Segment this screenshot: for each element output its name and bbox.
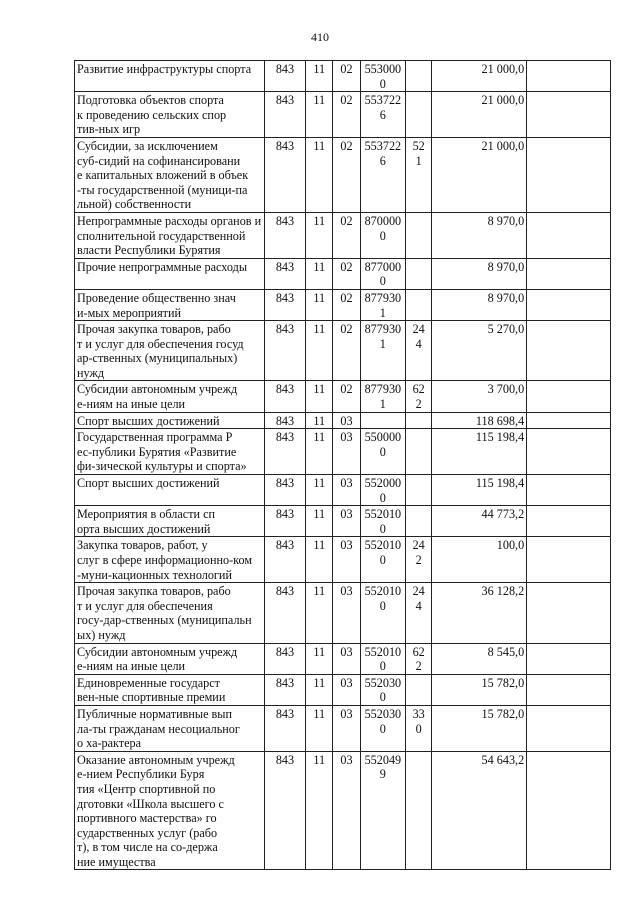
row-empty-cell <box>527 506 611 537</box>
row-name: Субсидии автономным учрежд е-ниям на иные цели <box>75 643 265 674</box>
row-vr <box>406 289 432 320</box>
row-vr <box>406 674 432 705</box>
row-pr: 03 <box>333 674 360 705</box>
row-sum: 36 128,2 <box>432 583 527 643</box>
row-empty-cell <box>527 137 611 212</box>
row-rz: 11 <box>306 475 333 506</box>
row-csr: 877930 1 <box>360 381 405 412</box>
row-rz: 11 <box>306 212 333 258</box>
row-pr: 03 <box>333 412 360 429</box>
row-rz: 11 <box>306 583 333 643</box>
row-ved: 843 <box>264 381 305 412</box>
row-empty-cell <box>527 751 611 870</box>
table-row <box>75 258 611 289</box>
budget-table <box>74 60 611 870</box>
row-rz: 11 <box>306 381 333 412</box>
row-name: Спорт высших достижений <box>75 475 265 506</box>
table-row <box>75 381 611 412</box>
row-csr: 552030 0 <box>360 674 405 705</box>
row-sum: 21 000,0 <box>432 137 527 212</box>
row-sum: 54 643,2 <box>432 751 527 870</box>
row-empty-cell <box>527 321 611 381</box>
row-rz: 11 <box>306 137 333 212</box>
row-sum: 8 970,0 <box>432 258 527 289</box>
row-sum: 8 970,0 <box>432 212 527 258</box>
table-row <box>75 429 611 475</box>
row-rz: 11 <box>306 258 333 289</box>
table-row <box>75 475 611 506</box>
row-ved: 843 <box>264 537 305 583</box>
row-pr: 02 <box>333 137 360 212</box>
row-name: Подготовка объектов спорта к проведению сельских спор тив-ных игр <box>75 92 265 138</box>
row-ved: 843 <box>264 412 305 429</box>
table-row <box>75 212 611 258</box>
row-empty-cell <box>527 258 611 289</box>
table-row <box>75 705 611 751</box>
row-vr <box>406 212 432 258</box>
row-name: Государственная программа Р ес-публики Бурятия «Развитие фи-зической культуры и спорта» <box>75 429 265 475</box>
row-ved: 843 <box>264 429 305 475</box>
row-ved: 843 <box>264 506 305 537</box>
row-name: Мероприятия в области сп орта высших достижений <box>75 506 265 537</box>
row-name: Развитие инфраструктуры спорта <box>75 61 265 92</box>
row-empty-cell <box>527 289 611 320</box>
row-pr: 02 <box>333 61 360 92</box>
table-row <box>75 537 611 583</box>
row-vr: 24 4 <box>406 321 432 381</box>
row-ved: 843 <box>264 61 305 92</box>
row-sum: 3 700,0 <box>432 381 527 412</box>
row-empty-cell <box>527 705 611 751</box>
row-empty-cell <box>527 212 611 258</box>
row-vr: 33 0 <box>406 705 432 751</box>
row-rz: 11 <box>306 537 333 583</box>
row-rz: 11 <box>306 92 333 138</box>
row-sum: 44 773,2 <box>432 506 527 537</box>
row-sum: 15 782,0 <box>432 705 527 751</box>
row-pr: 03 <box>333 506 360 537</box>
row-empty-cell <box>527 643 611 674</box>
table-row <box>75 751 611 870</box>
row-sum: 8 970,0 <box>432 289 527 320</box>
row-rz: 11 <box>306 289 333 320</box>
row-name: Субсидии, за исключением суб-сидий на софинансировани е капитальных вложений в объек -ты государственной (муници-па льной) собственности <box>75 137 265 212</box>
row-name: Оказание автономным учрежд е-нием Республики Буря тия «Центр спортивной по дготовки «Школа высшего с портивного мастерства» го сударственных услуг (рабо т), в том числе на со-держа ние имущества <box>75 751 265 870</box>
row-empty-cell <box>527 537 611 583</box>
row-empty-cell <box>527 475 611 506</box>
row-sum: 115 198,4 <box>432 475 527 506</box>
row-name: Спорт высших достижений <box>75 412 265 429</box>
row-ved: 843 <box>264 751 305 870</box>
row-csr: 552030 0 <box>360 705 405 751</box>
row-vr <box>406 475 432 506</box>
row-vr: 24 4 <box>406 583 432 643</box>
row-sum: 118 698,4 <box>432 412 527 429</box>
row-ved: 843 <box>264 705 305 751</box>
row-vr: 52 1 <box>406 137 432 212</box>
row-empty-cell <box>527 674 611 705</box>
row-name: Прочая закупка товаров, рабо т и услуг для обеспечения госуд ар-ственных (муниципальных) нужд <box>75 321 265 381</box>
row-rz: 11 <box>306 751 333 870</box>
row-pr: 02 <box>333 289 360 320</box>
row-rz: 11 <box>306 674 333 705</box>
table-row <box>75 137 611 212</box>
row-csr: 553722 6 <box>360 92 405 138</box>
row-pr: 03 <box>333 429 360 475</box>
row-csr: 553000 0 <box>360 61 405 92</box>
row-pr: 02 <box>333 321 360 381</box>
row-vr <box>406 61 432 92</box>
row-vr: 62 2 <box>406 643 432 674</box>
row-rz: 11 <box>306 643 333 674</box>
row-ved: 843 <box>264 643 305 674</box>
row-name: Публичные нормативные вып ла-ты гражданам несоциальног о ха-рактера <box>75 705 265 751</box>
table-row <box>75 674 611 705</box>
row-rz: 11 <box>306 429 333 475</box>
row-rz: 11 <box>306 412 333 429</box>
row-empty-cell <box>527 381 611 412</box>
row-ved: 843 <box>264 583 305 643</box>
row-name: Субсидии автономным учрежд е-ниям на иные цели <box>75 381 265 412</box>
row-rz: 11 <box>306 506 333 537</box>
row-vr <box>406 92 432 138</box>
row-ved: 843 <box>264 321 305 381</box>
row-ved: 843 <box>264 475 305 506</box>
row-empty-cell <box>527 92 611 138</box>
row-pr: 02 <box>333 381 360 412</box>
row-name: Прочая закупка товаров, рабо т и услуг для обеспечения госу-дар-ственных (муниципальн ых) нужд <box>75 583 265 643</box>
row-csr: 552010 0 <box>360 537 405 583</box>
row-empty-cell <box>527 412 611 429</box>
row-csr: 877930 1 <box>360 289 405 320</box>
row-sum: 115 198,4 <box>432 429 527 475</box>
row-sum: 100,0 <box>432 537 527 583</box>
row-pr: 03 <box>333 751 360 870</box>
row-sum: 21 000,0 <box>432 61 527 92</box>
row-pr: 03 <box>333 583 360 643</box>
row-sum: 5 270,0 <box>432 321 527 381</box>
row-vr <box>406 506 432 537</box>
row-csr: 552010 0 <box>360 506 405 537</box>
row-name: Прочие непрограммные расходы <box>75 258 265 289</box>
row-csr <box>360 412 405 429</box>
table-row <box>75 289 611 320</box>
row-csr: 552010 0 <box>360 643 405 674</box>
row-ved: 843 <box>264 137 305 212</box>
row-pr: 02 <box>333 212 360 258</box>
row-csr: 877000 0 <box>360 258 405 289</box>
row-rz: 11 <box>306 705 333 751</box>
row-csr: 870000 0 <box>360 212 405 258</box>
row-sum: 8 545,0 <box>432 643 527 674</box>
row-vr <box>406 429 432 475</box>
table-row <box>75 92 611 138</box>
table-row <box>75 643 611 674</box>
row-csr: 550000 0 <box>360 429 405 475</box>
row-vr <box>406 751 432 870</box>
row-name: Закупка товаров, работ, у слуг в сфере информационно-ком -муни-кационных технологий <box>75 537 265 583</box>
row-sum: 21 000,0 <box>432 92 527 138</box>
row-pr: 03 <box>333 643 360 674</box>
table-row <box>75 61 611 92</box>
row-pr: 03 <box>333 537 360 583</box>
row-vr: 62 2 <box>406 381 432 412</box>
row-name: Единовременные государст вен-ные спортивные премии <box>75 674 265 705</box>
row-csr: 552000 0 <box>360 475 405 506</box>
table-row <box>75 506 611 537</box>
row-empty-cell <box>527 61 611 92</box>
row-vr <box>406 412 432 429</box>
page-number: 410 <box>311 30 329 44</box>
row-empty-cell <box>527 429 611 475</box>
row-pr: 03 <box>333 475 360 506</box>
row-ved: 843 <box>264 92 305 138</box>
row-name: Проведение общественно знач и-мых мероприятий <box>75 289 265 320</box>
table-row <box>75 412 611 429</box>
row-sum: 15 782,0 <box>432 674 527 705</box>
row-empty-cell <box>527 583 611 643</box>
row-csr: 552010 0 <box>360 583 405 643</box>
row-rz: 11 <box>306 321 333 381</box>
table-row <box>75 583 611 643</box>
row-pr: 02 <box>333 258 360 289</box>
row-csr: 877930 1 <box>360 321 405 381</box>
row-ved: 843 <box>264 212 305 258</box>
row-vr <box>406 258 432 289</box>
row-ved: 843 <box>264 289 305 320</box>
row-csr: 552049 9 <box>360 751 405 870</box>
row-ved: 843 <box>264 674 305 705</box>
row-name: Непрограммные расходы органов и сполнительной государственной власти Республики Бурятия <box>75 212 265 258</box>
row-rz: 11 <box>306 61 333 92</box>
row-pr: 03 <box>333 705 360 751</box>
row-ved: 843 <box>264 258 305 289</box>
row-vr: 24 2 <box>406 537 432 583</box>
row-csr: 553722 6 <box>360 137 405 212</box>
table-row <box>75 321 611 381</box>
row-pr: 02 <box>333 92 360 138</box>
